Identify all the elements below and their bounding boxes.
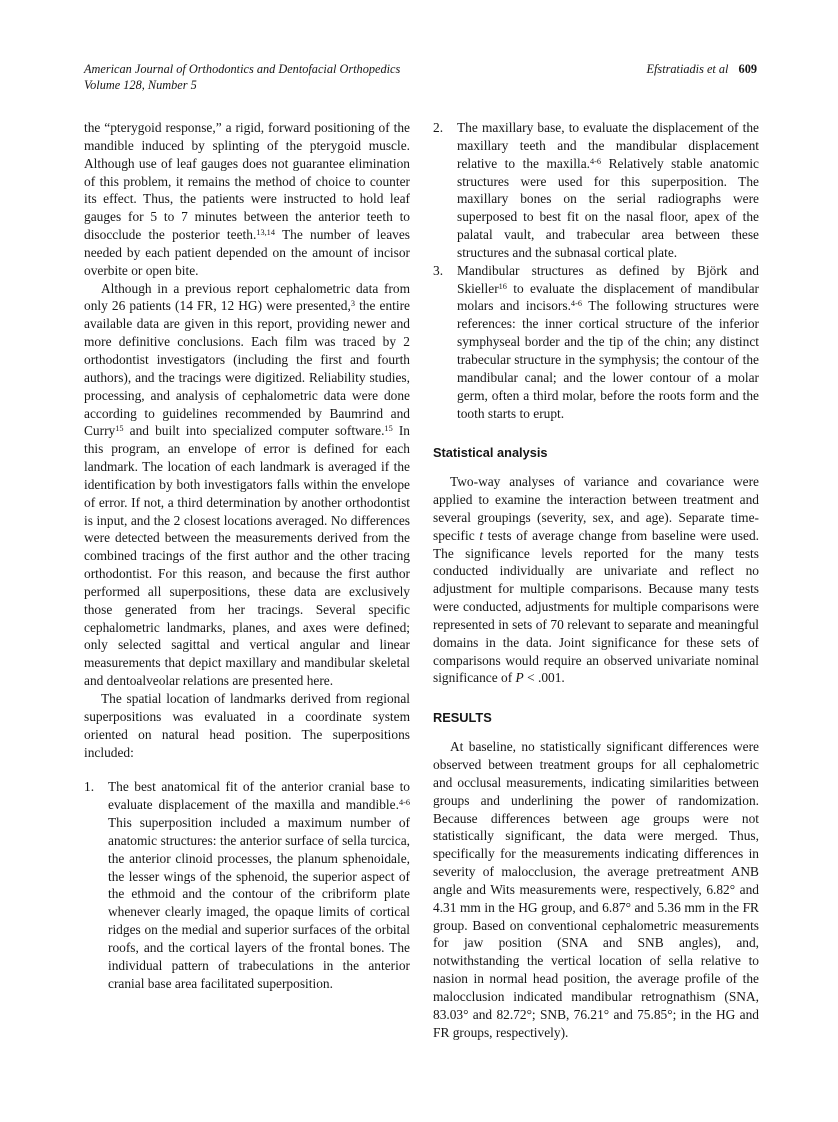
list-item-text: Mandibular structures as defined by Björk and Skieller$^{16}$ to evaluate the displacement of mandibular molars and incisors.$^{4-6}$ The following structures were references: the inner cortical structure of the inferior symphyseal border and the tip of the chin; any distinct trabecular structure in the symphysis; the contour of the mandibular canal; and the lower contour of a molar germ, often a third molar, before the roots form and the tooth starts to erupt. [457,262,759,421]
running-header-left [84,62,400,93]
body-paragraph: Two-way analyses of variance and covariance were applied to examine the interaction between treatment and several groupings (severity, sex, and age). Separate time-specific t tests of average change from baseline were used. The significance levels reported for the many tests conducted individually are univariate and reflect no adjustment for multiple comparisons. Because many tests were conducted, adjustments for multiple comparisons were represented in sets of 70 relevant to separate and meaningful domains in the data. Joint significance for these sets of comparisons would require an observed univariate nominal significance of P < .001. [433,474,760,686]
list-item-text: The best anatomical fit of the anterior cranial base to evaluate displacement of the maxilla and mandible.$^{4-6}$ This superposition included a maximum number of anatomic structures: the anterior surface of sella turcica, the anterior clinoid processes, the planum sphenoidale, the lesser wings of the sphenoid, the superior aspect of the ethmoid and the contour of the cribriform plate whenever clearly imaged, the opaque limits of cortical ridges on the medial and superior surfaces of the orbital roofs, and the cortical layers of the frontal bones. The individual pattern of trabeculations in the anterior cranial base area facilitated superposition. [108,779,410,991]
running-authors: Efstratiadis et al [646,62,729,76]
reference-superscript: 13,14 [256,228,275,238]
reference-superscript: 15 [115,424,124,434]
italic-symbol: P [515,670,524,686]
reference-superscript: 4-6 [570,299,582,309]
body-paragraph: Although in a previous report cephalometric data from only 26 patients (14 FR, 12 HG) were presented,$^3$ the entire available data are given in this report, providing newer and more definitive conclusions. Each film was traced by 2 orthodontist investigators (including the first and fourth authors), and the tracings were digitized. Reliability studies, processing, and analysis of cephalometric data were done according to guidelines recommended by Baumrind and Curry$^{15}$ and built into specialized computer software.$^{15}$ In this program, an envelope of error is defined for each landmark. The location of each landmark is averaged if the identification by both investigators falls within the envelope of error. If not, a third determination by another orthodontist is input, and the 2 closest locations averaged. No differences were detected between the measurements derived from the combined tracings of the first author and the other tracing orthodontist. For this reason, and because the first author performed all superpositions, these data are exclusively those generated from her tracings. Several specific cephalometric landmarks, planes, and axes were defined; only selected sagittal and vertical angular and linear measurements that depict maxillary and mandibular skeletal and dentoalveolar relations are presented here. [84,280,410,689]
list-item-number: 2. [433,120,444,135]
reference-superscript: 15 [384,424,393,434]
reference-superscript: 16 [498,281,507,291]
section-heading: Statistical analysis [433,445,548,461]
right-column [433,119,759,1042]
list-item-text: The maxillary base, to evaluate the displacement of the maxillary teeth and the mandibular displacement relative to the maxilla.$^{4-6}$ Relatively stable anatomic structures were used for this superposition. The maxillary bones on the serial radiographs were superposed to best fit on the nasal floor, apex of the palatal vault, and trabecular area between these structures and the subnasal cortical plate. [457,120,759,260]
reference-superscript: 3 [350,299,355,309]
body-paragraph: At baseline, no statistically significant differences were observed between treatment groups for all cephalometric and occlusal measurements, indicating similarities between groups and underlining the power of randomization. Because differences between age groups were not statistically significant, the data were merged. Thus, specifically for the measurements indicating differences in severity of malocclusion, the average pretreatment ANB angle and Wits measurements were, respectively, 6.82° and 4.31 mm in the HG group, and 6.87° and 5.36 mm in the FR group. Based on conventional cephalometric measurements for jaw position (SNA and SNB angles), and, notwithstanding the vertical location of sella relative to nasion in normal head position, the average profile of the malocclusion indicated mandibular retrognathism (SNA, 83.03° and 82.72°; SNB, 76.21° and 75.85°; in the HG and FR groups, respectively). [433,739,759,1040]
body-paragraph: The spatial location of landmarks derived from regional superpositions was evaluated in a coordinate system oriented on natural head position. The superpositions included: [84,691,410,760]
section-heading: RESULTS [433,710,492,726]
reference-superscript: 4-6 [590,156,602,166]
italic-symbol: t [479,527,484,543]
reference-superscript: 4-6 [398,798,410,808]
page-number: 609 [738,62,757,76]
body-paragraph: the “pterygoid response,” a rigid, forward positioning of the mandible induced by splinting of the pterygoid muscle. Although use of leaf gauges does not guarantee elimination of this problem, it remains the method of choice to counter its effect. Thus, the patients were instructed to hold leaf gauges for 5 to 7 minutes between the anterior teeth to disocclude the posterior teeth.$^{13,14}$ The number of leaves needed by each patient depended on the amount of incisor overbite or open bite. [84,120,410,278]
numbered-list-item [433,119,759,262]
running-header-right [646,62,757,78]
numbered-list-item [433,262,759,423]
left-column [84,119,410,1042]
running-header [84,62,757,93]
two-column-body [84,119,759,1042]
list-item-number: 3. [433,262,444,278]
journal-title: American Journal of Orthodontics and Dentofacial Orthopedics [84,62,401,76]
numbered-list-item [84,778,410,992]
list-item-number: 1. [84,779,95,795]
volume-issue: Volume 128, Number 5 [84,77,197,92]
